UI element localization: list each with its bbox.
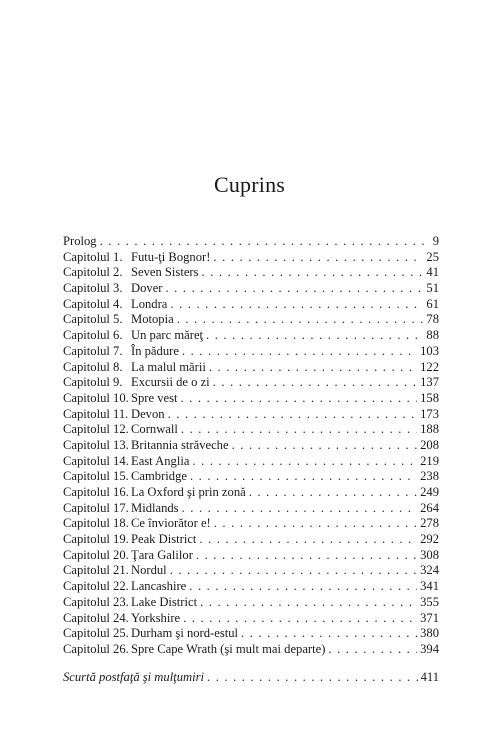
toc-entry-page: 51	[426, 281, 439, 296]
toc-entry[interactable]	[63, 548, 439, 564]
toc-entry-afterword[interactable]	[63, 670, 439, 686]
toc-entry-page: 137	[420, 375, 439, 390]
toc-dot-leader	[206, 328, 423, 344]
toc-entry-label: Capitolul 26.	[63, 641, 129, 656]
toc-entry-title: Britannia străveche	[131, 437, 229, 452]
toc-dot-leader	[214, 516, 417, 532]
toc-entry-label: Capitolul 15.	[63, 469, 129, 484]
toc-entry-title: Excursii de o zi	[131, 375, 210, 390]
toc-dot-leader	[177, 312, 424, 328]
toc-dot-leader	[199, 532, 417, 548]
toc-entry-page: 371	[420, 610, 439, 625]
toc-dot-leader	[202, 265, 424, 281]
toc-dot-leader	[190, 469, 417, 485]
toc-dot-leader	[189, 579, 417, 595]
toc-entry-label: Capitolul 12.	[63, 422, 129, 437]
toc-entries	[63, 234, 439, 658]
toc-dot-leader	[207, 670, 418, 686]
toc-entry-label: Capitolul 20.	[63, 547, 129, 562]
toc-entry-page: 9	[432, 234, 439, 248]
toc-entry[interactable]	[63, 626, 439, 642]
toc-entry[interactable]	[63, 516, 439, 532]
toc-dot-leader	[100, 234, 430, 250]
toc-entry-page: 292	[420, 532, 439, 547]
toc-entry-page: 188	[420, 422, 439, 437]
toc-entry-title: La Oxford şi prin zonă	[131, 485, 246, 499]
toc-entry-label: Capitolul 3.	[63, 281, 123, 296]
toc-entry-page: 264	[420, 500, 439, 515]
toc-entry-title: Lake District	[131, 594, 198, 609]
toc-dot-leader	[241, 626, 417, 642]
toc-entry[interactable]	[63, 454, 439, 470]
toc-dot-leader	[168, 407, 418, 423]
toc-dot-leader	[170, 563, 417, 579]
toc-entry[interactable]	[63, 642, 439, 658]
toc-entry[interactable]	[63, 469, 439, 485]
toc-dot-leader	[232, 438, 418, 454]
toc-entry-label: Capitolul 17.	[63, 500, 129, 515]
toc-entry-page: 355	[420, 594, 439, 609]
table-of-contents	[63, 234, 439, 685]
page-title: Cuprins	[213, 172, 286, 197]
toc-entry[interactable]	[63, 563, 439, 579]
toc-entry-page: 324	[420, 563, 439, 578]
toc-entry-label: Capitolul 8.	[63, 359, 123, 374]
toc-entry[interactable]	[63, 234, 439, 250]
toc-entry-page: 208	[420, 437, 439, 452]
toc-dot-leader	[165, 281, 423, 297]
toc-dot-leader	[213, 375, 417, 391]
toc-entry-label: Capitolul 24.	[63, 610, 129, 625]
toc-entry-label: Capitolul 6.	[63, 328, 123, 343]
toc-dot-leader	[183, 611, 417, 627]
toc-entry-label: Prolog	[63, 234, 97, 248]
toc-entry-label: Capitolul 14.	[63, 453, 129, 468]
toc-entry[interactable]	[63, 501, 439, 517]
toc-entry[interactable]	[63, 422, 439, 438]
toc-entry[interactable]	[63, 328, 439, 344]
toc-entry-title: Peak District	[131, 532, 197, 547]
toc-entry-title: Spre vest	[131, 390, 178, 405]
toc-entry-page: 278	[420, 516, 439, 531]
toc-entry[interactable]	[63, 485, 439, 501]
toc-dot-leader	[182, 501, 418, 517]
toc-dot-leader	[196, 548, 417, 564]
toc-entry-page: 41	[426, 265, 439, 280]
toc-entry-title: Seven Sisters	[131, 265, 199, 280]
toc-entry[interactable]	[63, 375, 439, 391]
toc-entry-page: 61	[426, 296, 439, 311]
toc-entry-title: Motopia	[131, 312, 174, 327]
toc-entry[interactable]	[63, 265, 439, 281]
toc-entry-title: Un parc măreţ	[131, 328, 204, 343]
toc-entry-label: Capitolul 23.	[63, 594, 129, 609]
toc-entry-page: 78	[426, 312, 439, 327]
toc-entry-title: Spre Cape Wrath (şi mult mai departe)	[131, 641, 326, 656]
toc-entry-label: Capitolul 16.	[63, 485, 129, 499]
toc-entry-title: Lancashire	[131, 579, 187, 594]
toc-entry-title: Yorkshire	[131, 610, 181, 625]
toc-entry-page: 25	[426, 249, 439, 264]
toc-entry-page: 122	[420, 359, 439, 374]
toc-entry-label: Capitolul 9.	[63, 375, 123, 390]
toc-entry-title: Futu-ţi Bognor!	[131, 249, 211, 264]
toc-entry-page: 394	[420, 641, 439, 656]
toc-entry-page: 411	[420, 669, 439, 684]
toc-entry[interactable]	[63, 250, 439, 266]
toc-entry[interactable]	[63, 360, 439, 376]
toc-entry-title: Dover	[131, 281, 163, 296]
toc-dot-leader	[209, 360, 417, 376]
toc-entry[interactable]	[63, 344, 439, 360]
toc-entry[interactable]	[63, 312, 439, 328]
toc-dot-leader	[181, 422, 417, 438]
toc-entry-label: Capitolul 2.	[63, 265, 123, 280]
toc-dot-leader	[170, 297, 423, 313]
toc-entry-title: La malul mării	[131, 359, 206, 374]
toc-entry-title: Londra	[131, 296, 168, 311]
toc-entry-label: Capitolul 19.	[63, 532, 129, 547]
toc-entry[interactable]	[63, 579, 439, 595]
toc-entry-page: 380	[420, 626, 439, 641]
toc-dot-leader	[182, 344, 417, 360]
toc-entry-title: În pădure	[131, 343, 179, 358]
toc-dot-leader	[213, 250, 423, 266]
toc-entry-label: Capitolul 4.	[63, 296, 123, 311]
toc-entry-label: Capitolul 7.	[63, 343, 123, 358]
toc-dot-leader	[249, 485, 417, 501]
toc-entry-page: 103	[420, 343, 439, 358]
toc-entry-title: Durham şi nord-estul	[131, 626, 239, 641]
toc-entry[interactable]	[63, 438, 439, 454]
toc-entry-page: 173	[420, 406, 439, 421]
toc-entry-title: Nordul	[131, 563, 167, 578]
toc-entry-label: Capitolul 18.	[63, 516, 129, 531]
toc-entry-title: Ce înviorător e!	[131, 516, 211, 531]
toc-entry-label: Capitolul 25.	[63, 626, 129, 641]
toc-entry-page: 341	[420, 579, 439, 594]
toc-entry-title: East Anglia	[131, 453, 190, 468]
toc-entry[interactable]	[63, 281, 439, 297]
toc-entry-page: 88	[426, 328, 439, 343]
toc-entry[interactable]	[63, 611, 439, 627]
toc-entry-title: Scurtă postfaţă şi mulţumiri	[63, 669, 204, 684]
toc-dot-leader	[192, 454, 417, 470]
toc-entry-page: 308	[420, 547, 439, 562]
toc-entry-title: Ţara Galilor	[131, 547, 193, 562]
toc-entry-label: Capitolul 5.	[63, 312, 123, 327]
toc-entry-page: 158	[420, 390, 439, 405]
toc-dot-leader	[328, 642, 417, 658]
toc-dot-leader	[181, 391, 418, 407]
toc-entry-title: Devon	[131, 406, 165, 421]
toc-entry-label: Capitolul 22.	[63, 579, 129, 594]
toc-entry-page: 219	[420, 453, 439, 468]
toc-entry-label: Capitolul 21.	[63, 563, 129, 578]
toc-entry[interactable]	[63, 532, 439, 548]
toc-entry-label: Capitolul 10.	[63, 390, 129, 405]
toc-entry-page: 238	[420, 469, 439, 484]
toc-entry-title: Midlands	[131, 500, 179, 515]
toc-entry-label: Capitolul 13.	[63, 437, 129, 452]
toc-entry[interactable]	[63, 391, 439, 407]
toc-entry-title: Cornwall	[131, 422, 178, 437]
toc-entry-label: Capitolul 1.	[63, 249, 123, 264]
toc-entry[interactable]	[63, 297, 439, 313]
toc-entry-page: 249	[420, 485, 439, 499]
toc-dot-leader	[200, 595, 417, 611]
toc-entry-title: Cambridge	[131, 469, 187, 484]
toc-entry[interactable]	[63, 595, 439, 611]
toc-entry[interactable]	[63, 407, 439, 423]
toc-entry-label: Capitolul 11.	[63, 406, 129, 421]
